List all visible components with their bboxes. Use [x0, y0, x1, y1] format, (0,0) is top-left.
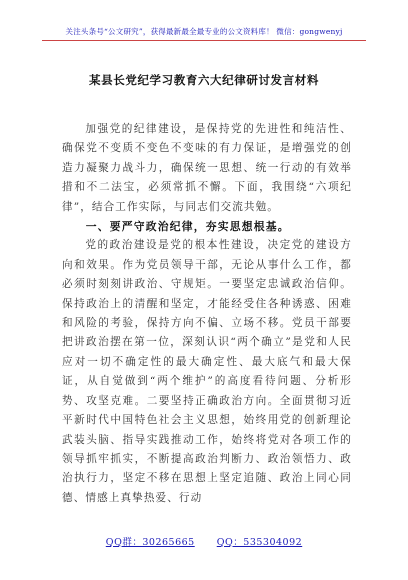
- header-note: 关注头条号“公文研究”，获得最新最全最专业的公文资料库！ 微信：gongwenyj: [65, 27, 343, 36]
- header-divider: [42, 40, 366, 41]
- footer-qq-link[interactable]: QQ：535304092: [216, 537, 303, 548]
- document-title: 某县长党纪学习教育六大纪律研讨发言材料: [89, 73, 319, 87]
- document-body: [62, 120, 352, 508]
- footer-contact: [0, 534, 408, 548]
- intro-paragraph: 加强党的纪律建设，是保持党的先进性和纯洁性、确保党不变质不变色不变味的有力保证，是增强党的创造力凝聚力战斗力，确保统一思想、统一行动的有效举措和不二法宝，必须常抓不懈。下面，我围绕“六项纪律”，结合工作实际，与同志们交流共勉。: [62, 123, 352, 213]
- section-heading: 一、要严守政治纪律，夯实思想根基。: [85, 220, 290, 234]
- body-paragraph: 党的政治建设是党的根本性建设，决定党的建设方向和效果。作为党员领导干部，无论从事什么工作，都必须时刻刻讲政治、守规矩。一要坚定忠诚政治信仰。保持政治上的清醒和坚定，才能经受住各种诱惑、困难和风险的考验，保持方向不偏、立场不移。党员干部要把讲政治摆在第一位，深刻认识“两个确立”是党和人民应对一切不确定性的最大确定性、最大底气和最大保证，从自觉做到“两个维护”的高度看待问题、分析形势、攻坚克难。二要坚持正确政治方向。全面贯彻习近平新时代中国特色社会主义思想，始终用党的创新理论武装头脑、指导实践推动工作，始终将党对各项工作的领导抓牢抓实，不断提高政治判断力、政治领悟力、政治执行力，坚定不移在思想上坚定追随、政治上同心同德、情感上真挚热爱、行动: [62, 239, 352, 504]
- footer-qq-group-link[interactable]: QQ群：30265665: [105, 537, 195, 548]
